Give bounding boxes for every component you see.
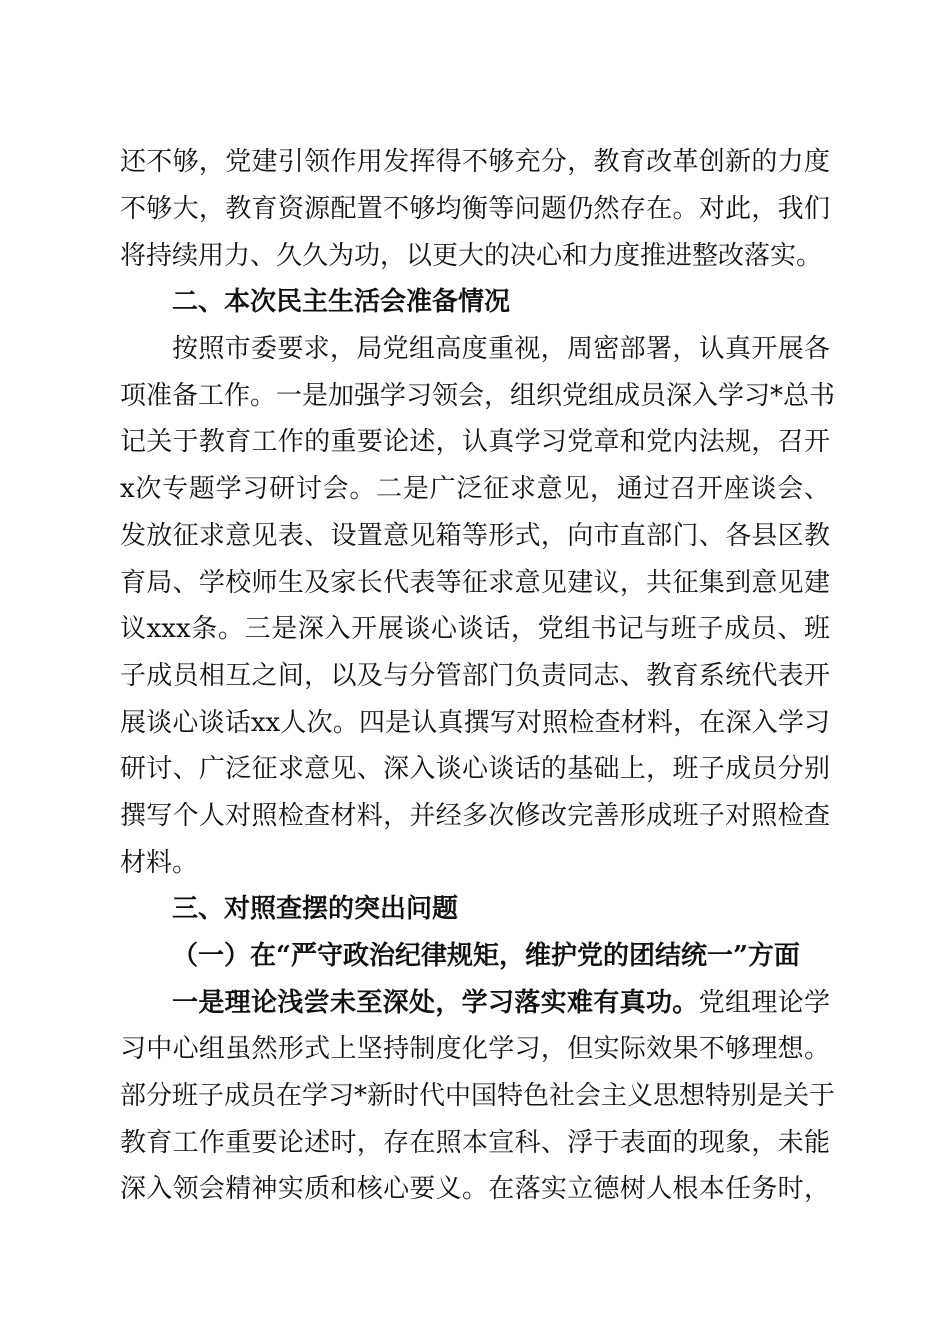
paragraph-line: 部分班子成员在学习*新时代中国特色社会主义思想特别是关于 — [120, 1081, 836, 1111]
paragraph-line: 子成员相互之间，以及与分管部门负责同志、教育系统代表开 — [120, 661, 830, 691]
section-heading-2: 二、本次民主生活会准备情况 — [172, 287, 511, 317]
subsection-heading: （一）在“严守政治纪律规矩，维护党的团结统一”方面 — [172, 941, 800, 971]
section-heading-3: 三、对照查摆的突出问题 — [172, 894, 459, 924]
paragraph-line: 将持续用力、久久为功，以更大的决心和力度推进整改落实。 — [120, 241, 823, 271]
paragraph-line: 还不够，党建引领作用发挥得不够充分，教育改革创新的力度 — [120, 147, 830, 177]
paragraph-line: 深入领会精神实质和核心要义。在落实立德树人根本任务时， — [120, 1174, 830, 1204]
paragraph-line: 教育工作重要论述时，存在照本宣科、浮于表面的现象，未能 — [120, 1128, 830, 1158]
paragraph-line: 育局、学校师生及家长代表等征求意见建议，共征集到意见建 — [120, 568, 830, 598]
paragraph-line — [172, 983, 830, 1023]
paragraph-line: 不够大，教育资源配置不够均衡等问题仍然存在。对此，我们 — [120, 194, 830, 224]
paragraph-line: 撰写个人对照检查材料，并经多次修改完善形成班子对照检查 — [120, 801, 830, 831]
paragraph-line: 议xxx条。三是深入开展谈心谈话，党组书记与班子成员、班 — [120, 614, 830, 644]
paragraph-line: 习中心组虽然形式上坚持制度化学习，但实际效果不够理想。 — [120, 1034, 830, 1064]
paragraph-line: 发放征求意见表、设置意见箱等形式，向市直部门、各县区教 — [120, 521, 830, 551]
paragraph-line: x次专题学习研讨会。二是广泛征求意见，通过召开座谈会、 — [120, 474, 830, 504]
paragraph-line: 材料。 — [120, 848, 199, 878]
paragraph-line: 展谈心谈话xx人次。四是认真撰写对照检查材料，在深入学习 — [120, 708, 830, 738]
point-title: 一是理论浅尝未至深处，学习落实难有真功。 — [172, 988, 699, 1018]
point-text: 党组理论学 — [698, 988, 830, 1018]
paragraph-line: 记关于教育工作的重要论述，认真学习党章和党内法规，召开 — [120, 427, 830, 457]
paragraph-line: 按照市委要求，局党组高度重视，周密部署，认真开展各 — [172, 334, 830, 364]
paragraph-line: 项准备工作。一是加强学习领会，组织党组成员深入学习*总书 — [120, 381, 836, 411]
paragraph-line: 研讨、广泛征求意见、深入谈心谈话的基础上，班子成员分别 — [120, 754, 830, 784]
